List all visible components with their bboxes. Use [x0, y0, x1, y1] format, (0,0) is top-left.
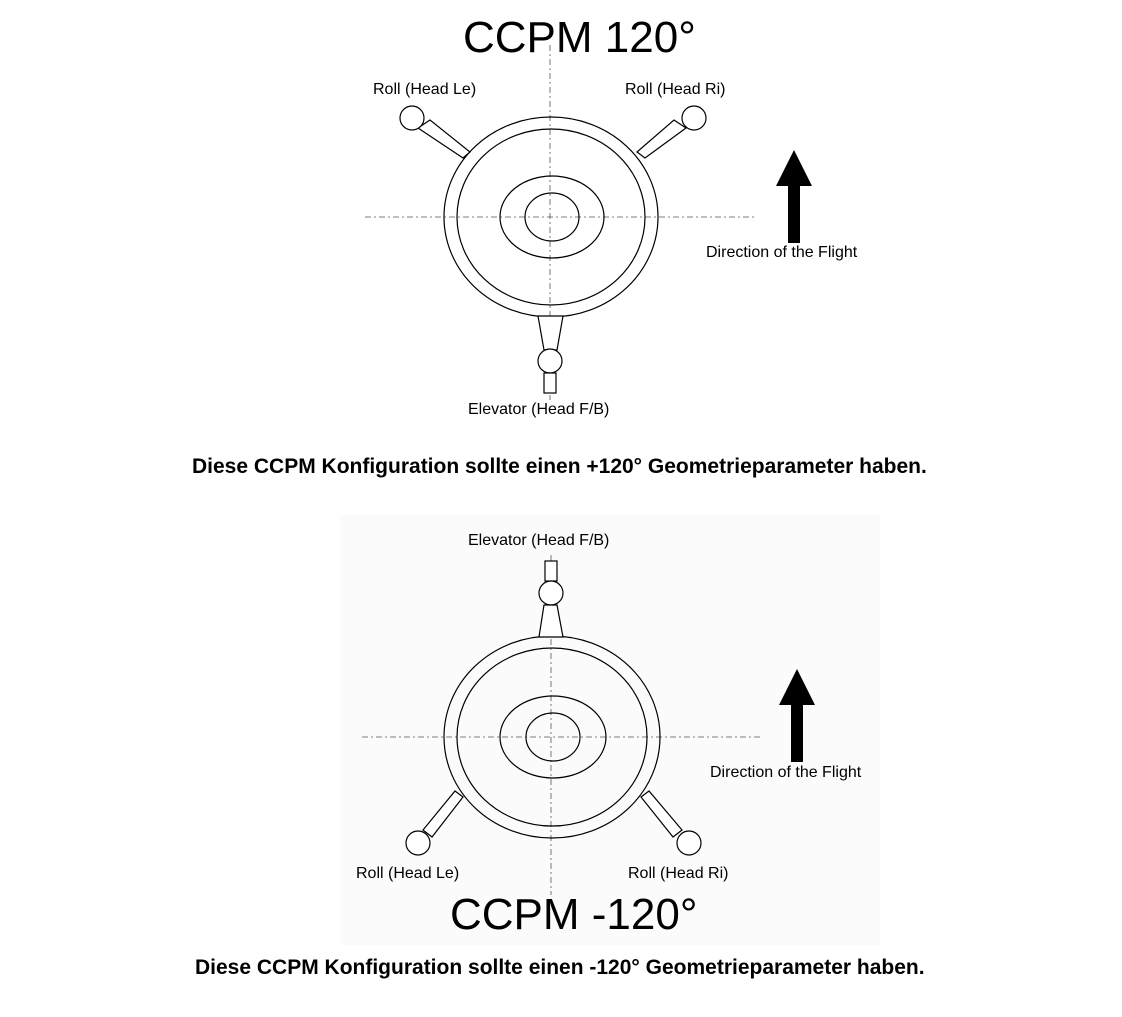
- crosshair: [365, 45, 755, 400]
- roll-right-arm: [637, 106, 706, 158]
- ccpm-plus-120-diagram: [0, 0, 1122, 500]
- flight-direction-arrow: [779, 669, 815, 762]
- elevator-label: Elevator (Head F/B): [468, 401, 610, 418]
- roll-right-arm: [641, 791, 701, 855]
- roll-left-label: Roll (Head Le): [373, 81, 477, 98]
- roll-right-label: Roll (Head Ri): [628, 865, 729, 882]
- flight-direction-arrow: [776, 150, 812, 243]
- flight-direction-label: Direction of the Flight: [706, 244, 858, 261]
- ccpm-plus-120-title: CCPM 120°: [463, 13, 696, 62]
- ccpm-minus-120-panel: [0, 515, 1122, 945]
- roll-left-arm: [400, 106, 470, 158]
- ccpm-plus-120-caption: Diese CCPM Konfiguration sollte einen +120° Geometrieparameter haben.: [192, 455, 927, 478]
- ccpm-plus-120-panel: [0, 0, 1122, 500]
- ccpm-minus-120-diagram: [0, 515, 1122, 945]
- elevator-arm: [538, 316, 563, 393]
- roll-left-label: Roll (Head Le): [356, 865, 460, 882]
- roll-right-label: Roll (Head Ri): [625, 81, 726, 98]
- elevator-label: Elevator (Head F/B): [468, 532, 610, 549]
- elevator-arm: [539, 561, 563, 637]
- roll-left-arm: [406, 791, 463, 855]
- ccpm-minus-120-caption: Diese CCPM Konfiguration sollte einen -120° Geometrieparameter haben.: [195, 956, 925, 979]
- ccpm-minus-120-title: CCPM -120°: [450, 890, 698, 939]
- flight-direction-label: Direction of the Flight: [710, 764, 862, 781]
